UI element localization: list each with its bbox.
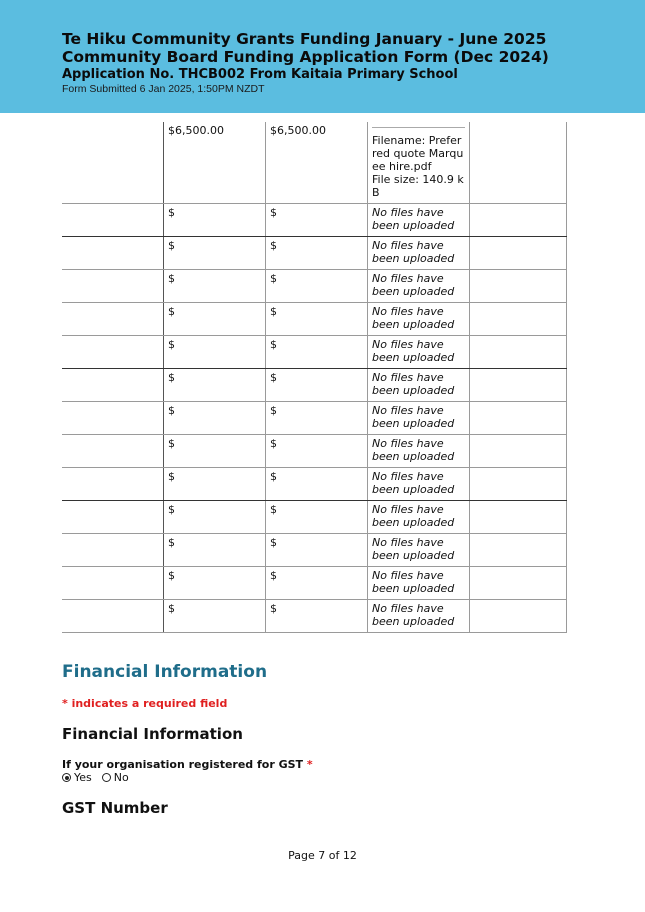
file-status-cell: No files have been uploaded xyxy=(368,236,470,269)
gst-no-label: No xyxy=(113,771,129,784)
amount-cell: $ xyxy=(266,533,368,566)
table-cell xyxy=(62,434,164,467)
subsection-title: Financial Information xyxy=(62,725,243,743)
table-cell xyxy=(62,467,164,500)
gst-yes-radio[interactable] xyxy=(62,773,71,782)
required-star: * xyxy=(306,758,313,771)
table-cell xyxy=(470,566,567,599)
table-cell xyxy=(470,533,567,566)
amount-cell: $ xyxy=(164,368,266,401)
gst-radio-group xyxy=(62,771,139,784)
gst-yes-label: Yes xyxy=(74,771,92,784)
table-cell xyxy=(470,236,567,269)
amount-cell: $ xyxy=(164,500,266,533)
amount-cell: $ xyxy=(164,236,266,269)
file-status-cell: No files have been uploaded xyxy=(368,203,470,236)
table-cell xyxy=(470,368,567,401)
table-row xyxy=(62,335,567,368)
table-cell xyxy=(62,122,164,203)
amount-cell: $6,500.00 xyxy=(266,122,368,203)
table-cell xyxy=(62,533,164,566)
table-row xyxy=(62,236,567,269)
amount-cell: $ xyxy=(164,302,266,335)
file-status-cell: No files have been uploaded xyxy=(368,566,470,599)
amount-cell: $ xyxy=(164,566,266,599)
required-field-note: * indicates a required field xyxy=(62,697,228,710)
file-cell xyxy=(368,122,470,203)
file-status-cell: No files have been uploaded xyxy=(368,434,470,467)
table-row xyxy=(62,599,567,632)
table-cell xyxy=(62,368,164,401)
amount-cell: $ xyxy=(266,269,368,302)
file-status-cell: No files have been uploaded xyxy=(368,269,470,302)
table-row xyxy=(62,203,567,236)
amount-cell: $ xyxy=(266,467,368,500)
table-cell xyxy=(470,302,567,335)
file-status-cell: No files have been uploaded xyxy=(368,500,470,533)
amount-cell: $ xyxy=(266,599,368,632)
table-cell xyxy=(62,302,164,335)
amount-cell: $ xyxy=(164,467,266,500)
table-row xyxy=(62,533,567,566)
section-title: Financial Information xyxy=(62,662,268,682)
amount-cell: $ xyxy=(164,599,266,632)
table-row xyxy=(62,368,567,401)
table-cell xyxy=(62,203,164,236)
amount-cell: $ xyxy=(266,335,368,368)
file-status-cell: No files have been uploaded xyxy=(368,335,470,368)
gst-no-radio[interactable] xyxy=(102,773,111,782)
file-status-cell: No files have been uploaded xyxy=(368,467,470,500)
page-number: Page 7 of 12 xyxy=(288,849,357,862)
amount-cell: $ xyxy=(266,434,368,467)
amount-cell: $ xyxy=(164,434,266,467)
table-row xyxy=(62,467,567,500)
file-size: File size: 140.9 kB xyxy=(372,173,464,199)
table-row xyxy=(62,566,567,599)
table-cell xyxy=(62,269,164,302)
gst-question-text: If your organisation registered for GST xyxy=(62,758,304,771)
table-row xyxy=(62,401,567,434)
form-title: Te Hiku Community Grants Funding January - June 2025 xyxy=(62,30,547,48)
table-cell xyxy=(470,335,567,368)
table-row xyxy=(62,434,567,467)
file-name[interactable]: Filename: Preferred quote Marquee hire.pdf xyxy=(372,134,464,173)
gst-question-label xyxy=(62,758,313,771)
amount-cell: $ xyxy=(164,533,266,566)
table-cell xyxy=(470,269,567,302)
table-row xyxy=(62,500,567,533)
amount-cell: $ xyxy=(266,368,368,401)
table-cell xyxy=(470,467,567,500)
amount-cell: $ xyxy=(164,335,266,368)
table-cell xyxy=(62,335,164,368)
file-status-cell: No files have been uploaded xyxy=(368,533,470,566)
table-cell xyxy=(470,401,567,434)
amount-cell: $ xyxy=(164,401,266,434)
application-number: Application No. THCB002 From Kaitaia Primary School xyxy=(62,67,458,82)
table-cell xyxy=(470,599,567,632)
amount-cell: $ xyxy=(164,203,266,236)
amount-cell: $6,500.00 xyxy=(164,122,266,203)
amount-cell: $ xyxy=(266,500,368,533)
file-status-cell: No files have been uploaded xyxy=(368,599,470,632)
table-cell xyxy=(62,500,164,533)
gst-number-title: GST Number xyxy=(62,799,168,817)
file-status-cell: No files have been uploaded xyxy=(368,401,470,434)
amount-cell: $ xyxy=(266,203,368,236)
table-cell xyxy=(62,566,164,599)
page-header xyxy=(0,0,645,113)
table-row xyxy=(62,302,567,335)
amount-cell: $ xyxy=(266,236,368,269)
table-row xyxy=(62,122,567,203)
table-cell xyxy=(62,401,164,434)
amount-cell: $ xyxy=(164,269,266,302)
file-status-cell: No files have been uploaded xyxy=(368,302,470,335)
table-cell xyxy=(470,122,567,203)
amount-cell: $ xyxy=(266,302,368,335)
budget-table xyxy=(62,122,567,633)
table-row xyxy=(62,269,567,302)
table-cell xyxy=(470,500,567,533)
table-cell xyxy=(470,203,567,236)
amount-cell: $ xyxy=(266,566,368,599)
amount-cell: $ xyxy=(266,401,368,434)
table-cell xyxy=(62,236,164,269)
table-cell xyxy=(470,434,567,467)
file-status-cell: No files have been uploaded xyxy=(368,368,470,401)
form-subtitle: Community Board Funding Application Form (Dec 2024) xyxy=(62,48,549,66)
table-cell xyxy=(62,599,164,632)
submitted-timestamp: Form Submitted 6 Jan 2025, 1:50PM NZDT xyxy=(62,83,265,95)
